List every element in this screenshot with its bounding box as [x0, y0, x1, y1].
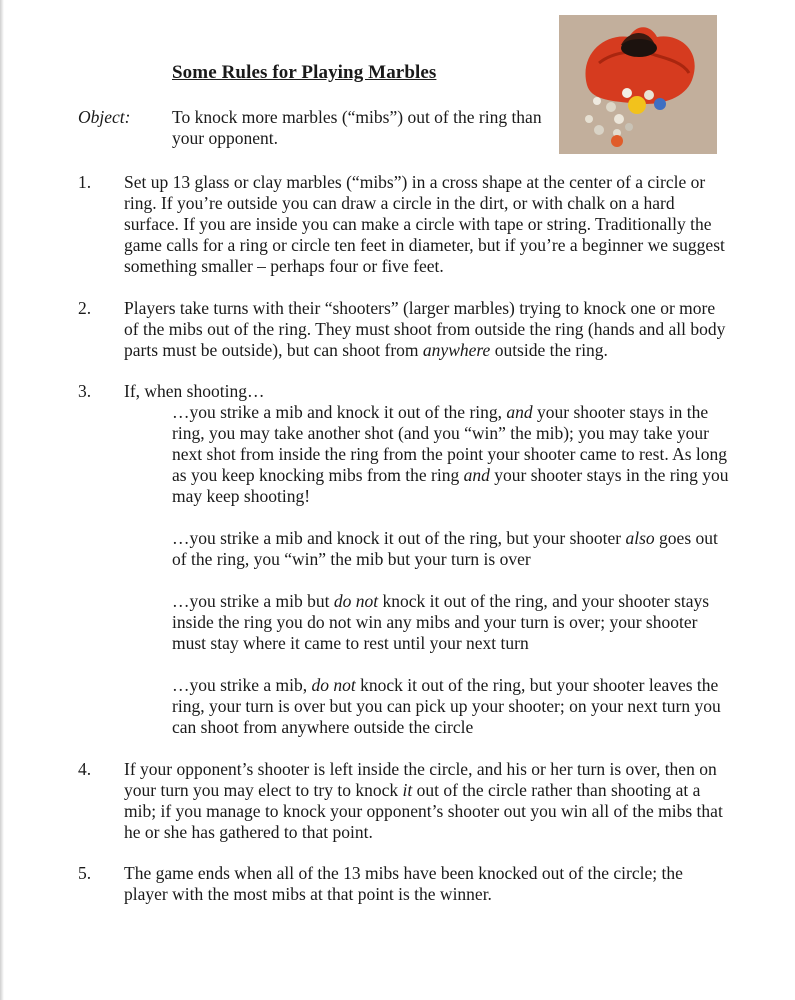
rule-intro: If, when shooting… [124, 381, 265, 401]
marbles-bag-photo [559, 15, 717, 154]
rule-text: The game ends when all of the 13 mibs have been knocked out of the circle; the player with the most mibs at that point is the winner. [124, 863, 683, 904]
object-text: To knock more marbles (“mibs”) out of the ring than your opponent. [172, 107, 542, 148]
rule-3-case-2: …you strike a mib and knock it out of the ring, but your shooter also goes out of the ring, you “win” the mib but your turn is over [172, 528, 718, 569]
rule-number: 2. [78, 298, 92, 318]
rule-number: 1. [78, 172, 92, 192]
rule-number: 4. [78, 759, 92, 779]
rule-number: 3. [78, 381, 92, 401]
marbles-bag-illustration [559, 15, 717, 154]
rule-text: Players take turns with their “shooters” (larger marbles) trying to knock one or more of the mibs out of the ring. They must shoot from outside the ring (hands and all body parts must be outside), but can shoot from anywhere outside the ring. [124, 298, 726, 360]
object-label: Object: [78, 107, 131, 127]
rule-number: 5. [78, 863, 92, 883]
rule-text: Set up 13 glass or clay marbles (“mibs”) in a cross shape at the center of a circle or ring. If you’re outside you can draw a circle in the dirt, or with chalk on a hard surface. If you are inside you can make a circle with tape or string. Traditionally the game calls for a ring or circle ten feet in diameter, but if you’re a beginner we suggest something smaller – perhaps four or five feet. [124, 172, 725, 276]
rule-text: If your opponent’s shooter is left inside the circle, and his or her turn is over, then on your turn you may elect to try to knock it out of the circle rather than shooting at a mib; if you manage to knock your opponent’s shooter out you win all of the mibs that he or she has gathered to that point. [124, 759, 723, 842]
page-edge-shadow [0, 0, 4, 1000]
page-title: Some Rules for Playing Marbles [172, 62, 437, 83]
rule-3-case-3: …you strike a mib but do not knock it out of the ring, and your shooter stays inside the ring you do not win any mibs and your turn is over; your shooter must stay where it came to rest until your next turn [172, 591, 710, 653]
rule-3-case-1: …you strike a mib and knock it out of the ring, and your shooter stays in the ring, you may take another shot (and you “win” the mib); you may take your next shot from inside the ring from the point your shooter came to rest. As long as you keep knocking mibs from the ring and your shooter stays in the ring you may keep shooting! [172, 402, 729, 506]
rule-3-case-4: …you strike a mib, do not knock it out of the ring, but your shooter leaves the ring, your turn is over but you can pick up your shooter; on your next turn you can shoot from anywhere outside the circle [172, 675, 721, 737]
